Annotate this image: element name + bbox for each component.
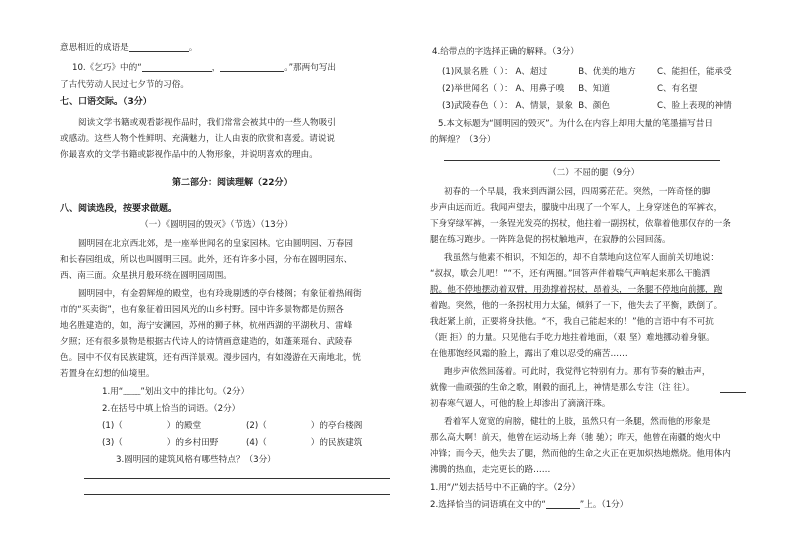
- question-1: 1.用“﹏﹏”划出文中的排比句。（2分）: [102, 387, 250, 397]
- line-idiom: 意思相近的成语是 。: [60, 43, 198, 53]
- para-line: 或感动。这些人物个性鲜明、充满魅力，让人由衷的欣赏和喜爱。请说说: [60, 134, 336, 144]
- passage-line: 那么高大啊！前天，他曾在运动场上奔（驰 驰）；昨天，他曾在南疆的炮火中: [430, 433, 721, 443]
- passage-line: 沸腾的热血，走完更长的路……: [430, 465, 551, 475]
- question-2-item: (4)（ ）的民族建筑: [246, 438, 363, 448]
- passage-line: 圆明园在北京西北郊，是一座举世闻名的皇家园林。它由圆明园、万春园: [78, 239, 354, 249]
- passage-line: 腿在练习跑步。一阵阵急促的拐杖触地声，在寂静的公园回荡。: [430, 235, 671, 245]
- passage-line: 圆明园中，有金碧辉煌的殿堂，也有玲珑剔透的亭台楼阁；有象征着热闹街: [78, 289, 362, 299]
- passage-line: “叔叔，歇会儿吧！”“不，还有两圈。”回答声伴着喘气声响起来那么干脆洒: [430, 269, 710, 279]
- passage-line: 冲锋；而今天，他失去了腿，然而他的生命之火正在更加炽热地燃烧。他用体内: [430, 449, 731, 459]
- passage-line: 就像一曲顽强的生命之歌，刚毅的面孔上，神情是那么专注（注 往）。: [430, 383, 695, 393]
- passage-line: 初春的一个早晨，我来到西湖公园，四周雾茫茫。突然，一阵奇怪的脚: [444, 187, 711, 197]
- section-8-heading: 八、阅读选段，按要求做题。: [60, 204, 178, 214]
- para-line: 你最喜欢的文学书籍或影视作品中的人物形象，并说明喜欢的理由。: [60, 150, 318, 160]
- passage-line: 和长春园组成，所以也叫圆明三园。此外，还有许多小园，分布在圆明园东、: [60, 255, 353, 265]
- answer-blank[interactable]: [220, 62, 284, 72]
- question-3: 3.圆明园的建筑风格有哪些特点？（3分）: [116, 455, 276, 465]
- passage-line: 下身穿绿军裤，一条锃光发亮的拐杖，他拄着一副拐杖，依靠着他那仅存的一条: [430, 219, 731, 229]
- question-r1: 1.用“/”划去括号中不正确的字。（2分）: [430, 483, 581, 493]
- question-4-item: (1)风景名胜（ ）： A、超过 B、优美的地方 C、能担任，能承受: [442, 67, 732, 77]
- passage-line: 着跑。突然，他的一条拐杖用力太猛，倾斜了一下，他失去了平衡，跌倒了。: [430, 301, 723, 311]
- question-2-item: (2)（ ）的亭台楼阁: [246, 421, 363, 431]
- passage-line: 跑步声依然回荡着。可此时，我觉得它特别有力。那有节奏的触击声，: [444, 367, 711, 377]
- question-4-item: (3)武陵春色（ ）： A、情景，景象 B、颜色 C、脸上表现的神情: [442, 101, 732, 111]
- passage-line: 夕照；还有很多景物是根据古代诗人的诗情画意建造的，如蓬莱瑶台、武陵春: [60, 337, 353, 347]
- para-line: 阅读文学书籍或观看影视作品时，我们常常会被其中的一些人物吸引: [78, 118, 336, 128]
- passage-line: 步声由远而近。我闻声望去，朦胧中出现了一个军人，上身穿迷色的军裤衣，: [430, 203, 723, 213]
- passage-line: 地名胜建造的，如，海宁安澜园，苏州的狮子林，杭州西湖的平湖秋月、雷峰: [60, 321, 353, 331]
- passage-line: 我赶紧上前，正要将身扶他。“不，我自己能起来的！”他的言语中有不可抗: [430, 317, 714, 327]
- question-2-item: (1)（ ）的殿堂: [102, 421, 202, 431]
- question-10-cont: 了古代劳动人民过七夕节的习俗。: [60, 80, 189, 90]
- answer-blank[interactable]: [546, 499, 580, 509]
- part-2-heading: 第二部分：阅读理解（22分）: [172, 178, 293, 188]
- passage-line: 初春寒气逼人，可他的脸上却渗出了滴滴汗珠。: [430, 399, 611, 409]
- question-5-cont: 的辉煌？（3分）: [430, 135, 496, 145]
- question-2: 2.在括号中填上恰当的词语。（2分）: [102, 404, 241, 414]
- question-2-item: (3)（ ）的乡村田野: [102, 438, 219, 448]
- passage-line: 我虽然与他素不相识，不知怎的，却不自禁地向这位军人面前关切地说：: [444, 253, 720, 263]
- question-4: 4.给带点的字选择正确的解释。（3分）: [432, 47, 579, 57]
- question-r2: 2.选择恰当的词语填在文中的“ ”上。（1分）: [430, 500, 629, 510]
- answer-blank[interactable]: [720, 392, 746, 393]
- passage-line: 色。园中不仅有民族建筑，还有西洋景观。漫步园内，有如漫游在天南地北，恍: [60, 353, 361, 363]
- section-7-heading: 七、口语交际。（3分）: [60, 97, 152, 107]
- passage-line: 市的“买卖街”，也有象征着田园风光的山乡村野。园中许多景物都是仿照各: [60, 305, 344, 315]
- answer-blank[interactable]: [142, 62, 212, 72]
- question-4-item: (2)举世闻名（ ）： A、用鼻子嗅 B、知道 C、有名望: [442, 84, 698, 94]
- passage-line: （距 拒）的力量。只见他右手吃力地拄着地面，（艰 坚）难地挪动着身躯。: [430, 333, 715, 343]
- answer-line[interactable]: [444, 160, 720, 161]
- passage-line: 看着军人宽宽的肩膀，健壮的上肢，虽然只有一条腿，然而他的形象是: [444, 417, 711, 427]
- passage-1-title: （一）《圆明园的毁灭》（节选）（13分）: [140, 220, 293, 230]
- question-10: 10.《乞巧》中的“ ， 。”那两句写出: [72, 63, 337, 73]
- passage-line: 在他那饱经风霜的脸上，露出了难以忍受的痛苦……: [430, 349, 628, 359]
- passage-line: 若置身在幻想的仙境里。: [60, 369, 155, 379]
- passage-line: 西、南三面。众星拱月般环绕在圆明园周围。: [60, 271, 232, 281]
- question-5: 5.本文标题为“圆明园的毁灭”。为什么在内容上却用大量的笔墨描写昔日: [438, 119, 713, 129]
- passage-line: 脱。他不停地摆动着双臂，用劲撑着拐杖，昂着头，一条腿不停地向前挪，跑: [430, 285, 723, 295]
- answer-line[interactable]: [84, 494, 390, 495]
- answer-line[interactable]: [84, 478, 390, 479]
- answer-blank[interactable]: [129, 42, 189, 52]
- passage-2-title: （二）不屈的腿（9分）: [548, 168, 640, 178]
